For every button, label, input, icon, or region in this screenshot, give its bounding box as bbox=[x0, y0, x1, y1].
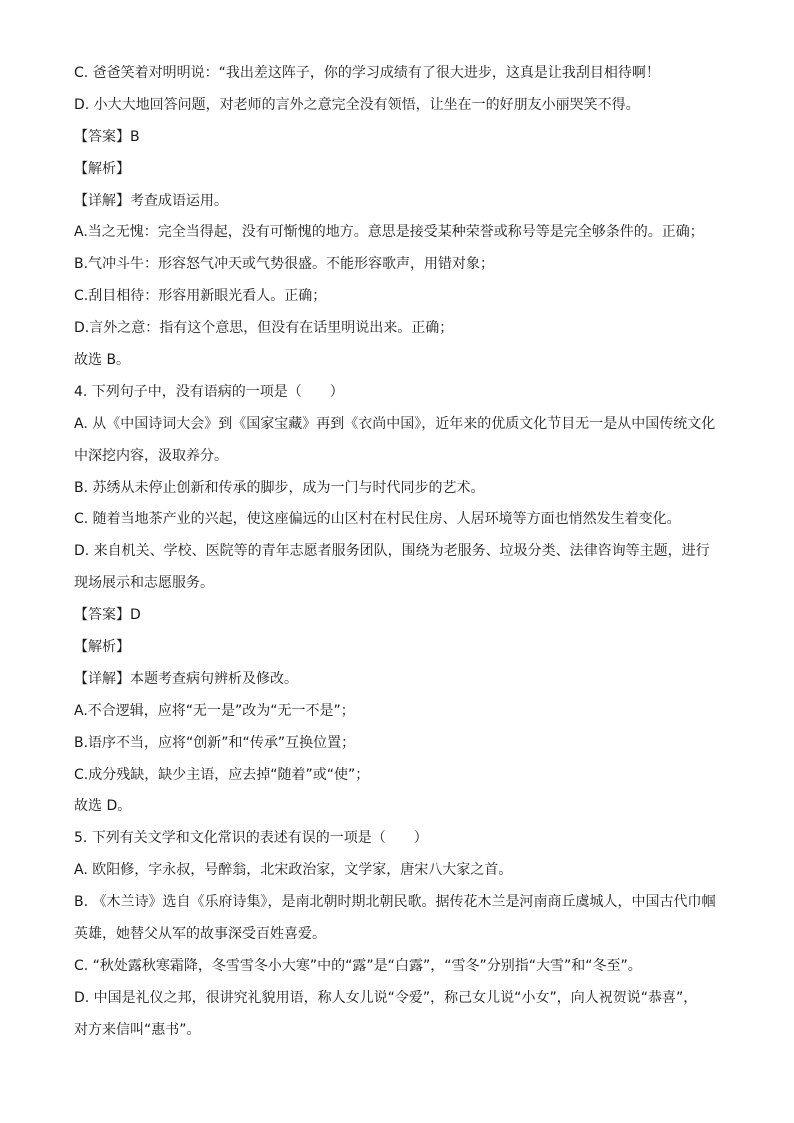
question-5-title: 5. 下列有关文学和文化常识的表述有误的一项是（ ） bbox=[74, 830, 428, 847]
explain-b-line: B.气冲斗牛：形容怒气冲天或气势很盛。不能形容歌声，用错对象； bbox=[74, 256, 495, 273]
q4-detail-label: 【详解】本题考查病句辨析及修改。 bbox=[74, 670, 298, 687]
detail-label: 【详解】考查成语运用。 bbox=[74, 192, 228, 209]
q4-option-a-line2: 中深挖内容，汲取养分。 bbox=[74, 447, 228, 464]
explain-c-line: C.刮目相待：形容用新眼光看人。正确； bbox=[74, 288, 327, 305]
q4-option-d-line1: D. 来自机关、学校、医院等的青年志愿者服务团队，围绕为老服务、垃圾分类、法律咨询等主题，进行 bbox=[74, 543, 710, 560]
explain-d-line: D.言外之意：指有这个意思，但没有在话里明说出来。正确； bbox=[74, 320, 454, 337]
document-page bbox=[74, 62, 724, 1051]
q5-option-c-line: C. “秋处露秋寒霜降，冬雪雪冬小大寒”中的“露”是“白露”，“雪冬”分别指“大雪”和“冬至”。 bbox=[74, 957, 642, 974]
q4-option-b-line: B. 苏绣从未停止创新和传承的脚步，成为一门与时代同步的艺术。 bbox=[74, 479, 485, 496]
q5-option-b-line2: 英雄，她替父从军的故事深受百姓喜爱。 bbox=[74, 926, 326, 943]
q4-explain-c-line: C.成分残缺，缺少主语，应去掉“随着”或“使”； bbox=[74, 766, 370, 783]
analysis-label: 【解析】 bbox=[74, 160, 130, 177]
q4-option-c-line: C. 随着当地茶产业的兴起，使这座偏远的山区村在村民住房、人居环境等方面也悄然发生着变化。 bbox=[74, 511, 681, 528]
option-d-line: D. 小大大地回答问题，对老师的言外之意完全没有领悟，让坐在一的好朋友小丽哭笑不得。 bbox=[74, 96, 640, 113]
q5-option-d-line1: D. 中国是礼仪之邦，很讲究礼貌用语，称人女儿说“令爱”，称己女儿说“小女”，向人祝贺说“恭喜”， bbox=[74, 989, 698, 1006]
choice-line: 故选 B。 bbox=[74, 352, 131, 369]
question-4-title: 4. 下列句子中，没有语病的一项是（ ） bbox=[74, 383, 344, 400]
q4-option-a-line1: A. 从《中国诗词大会》到《国家宝藏》再到《衣尚中国》，近年来的优质文化节目无一是从中国传统文化 bbox=[74, 415, 716, 432]
q4-analysis-label: 【解析】 bbox=[74, 639, 130, 656]
q5-option-b-line1: B. 《木兰诗》选自《乐府诗集》，是南北朝时期北朝民歌。据传花木兰是河南商丘虞城人，中国古代巾帼 bbox=[74, 894, 716, 911]
q4-option-d-line2: 现场展示和志愿服务。 bbox=[74, 575, 214, 592]
q4-explain-a-line: A.不合逻辑，应将“无一是”改为“无一不是”； bbox=[74, 702, 355, 719]
q4-explain-b-line: B.语序不当，应将“创新”和“传承”互换位置； bbox=[74, 734, 356, 751]
q4-choice-line: 故选 D。 bbox=[74, 798, 132, 815]
option-c-line: C. 爸爸笑着对明明说：“我出差这阵子，你的学习成绩有了很大进步，这真是让我刮目相待啊！ bbox=[74, 65, 660, 81]
q5-option-a-line: A. 欧阳修，字永叔，号醉翁，北宋政治家，文学家，唐宋八大家之首。 bbox=[74, 862, 513, 879]
q4-answer-label: 【答案】D bbox=[74, 607, 141, 624]
explain-a-line: A.当之无愧：完全当得起，没有可惭愧的地方。意思是接受某种荣誉或称号等是完全够条件的。正确； bbox=[74, 224, 704, 241]
q5-option-d-line2: 对方来信叫“惠书”。 bbox=[74, 1021, 201, 1038]
answer-label: 【答案】B bbox=[74, 128, 140, 145]
